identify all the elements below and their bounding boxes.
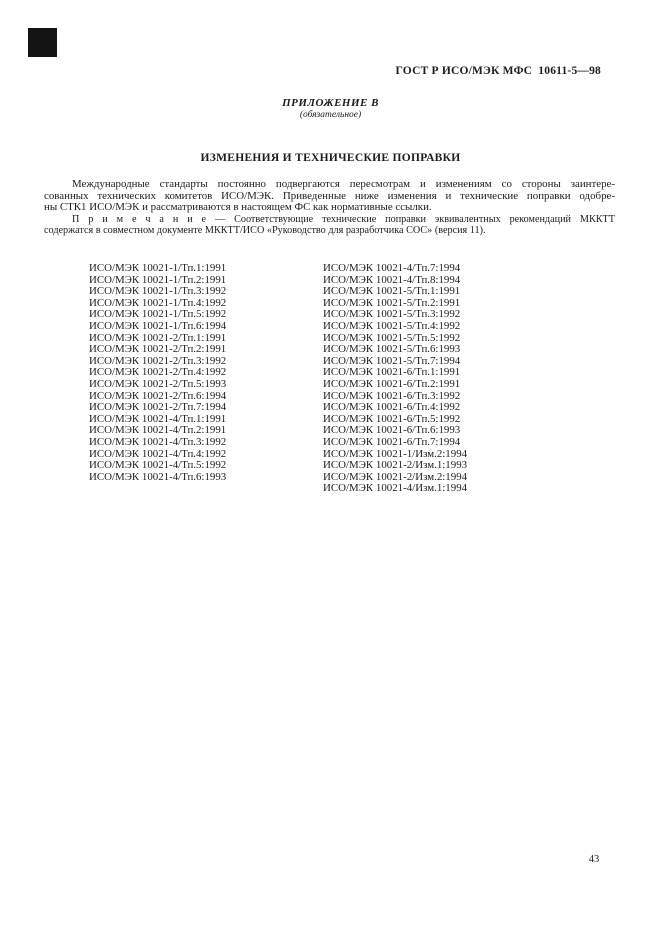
appendix-qualifier: (обязательное) [299, 110, 362, 120]
standard-list-item: ИСО/МЭК 10021-2/Тп.4:1992 [89, 366, 227, 379]
paragraph-line: сованных технических комитетов ИСО/МЭК. Приведенные ниже изменения и технические поправки одобре- [44, 189, 615, 202]
standard-list-item: ИСО/МЭК 10021-6/Тп.1:1991 [323, 366, 461, 379]
standard-list-item: ИСО/МЭК 10021-1/Тп.2:1991 [89, 273, 227, 286]
standard-list-item: ИСО/МЭК 10021-2/Изм.1:1993 [323, 459, 468, 472]
standard-list-item: ИСО/МЭК 10021-6/Тп.7:1994 [323, 435, 461, 448]
standard-list-item: ИСО/МЭК 10021-4/Тп.3:1992 [89, 435, 227, 448]
appendix-label: ПРИЛОЖЕНИЕ В [282, 97, 379, 109]
standard-list-item: ИСО/МЭК 10021-6/Тп.2:1991 [323, 377, 461, 390]
standard-list-item: ИСО/МЭК 10021-4/Тп.5:1992 [89, 459, 227, 472]
standard-list-item: ИСО/МЭК 10021-4/Изм.1:1994 [323, 482, 468, 495]
standard-list-item: ИСО/МЭК 10021-1/Тп.4:1992 [89, 296, 227, 309]
page-number: 43 [588, 854, 600, 865]
body-paragraph [44, 179, 615, 237]
standard-list-item: ИСО/МЭК 10021-5/Тп.4:1992 [323, 319, 461, 332]
standard-list-item: ИСО/МЭК 10021-4/Тп.7:1994 [323, 262, 461, 274]
standard-list-item: ИСО/МЭК 10021-5/Тп.3:1992 [323, 308, 461, 321]
standard-list-item: ИСО/МЭК 10021-2/Тп.2:1991 [89, 343, 227, 356]
standard-list-item: ИСО/МЭК 10021-4/Тп.8:1994 [323, 273, 461, 286]
section-title: ИЗМЕНЕНИЯ И ТЕХНИЧЕСКИЕ ПОПРАВКИ [200, 152, 461, 164]
standard-list-item: ИСО/МЭК 10021-5/Тп.1:1991 [323, 285, 461, 298]
paragraph-line: Международные стандарты постоянно подвергаются пересмотрам и изменениям со стороны заинтере- [72, 178, 615, 190]
standard-list-item: ИСО/МЭК 10021-4/Тп.4:1992 [89, 447, 227, 460]
standard-list-item: ИСО/МЭК 10021-2/Тп.1:1991 [89, 331, 227, 344]
standard-list-item: ИСО/МЭК 10021-4/Тп.6:1993 [89, 470, 227, 483]
standard-list-item: ИСО/МЭК 10021-1/Изм.2:1994 [323, 447, 468, 460]
standard-list-item: ИСО/МЭК 10021-5/Тп.6:1993 [323, 343, 461, 356]
standard-list-item: ИСО/МЭК 10021-6/Тп.4:1992 [323, 401, 461, 414]
paragraph-line: ны СТК1 ИСО/МЭК и рассматриваются в настоящем ФС как нормативные ссылки. [44, 201, 432, 213]
standard-list-item: ИСО/МЭК 10021-6/Тп.6:1993 [323, 424, 461, 437]
standards-list-right-column [323, 263, 467, 495]
paragraph-line: содержатся в совместном документе МККТТ/ИСО «Руководство для разработчика СОС» (версия 11). [44, 225, 486, 236]
standard-list-item: ИСО/МЭК 10021-5/Тп.2:1991 [323, 296, 461, 309]
standard-list-item: ИСО/МЭК 10021-6/Тп.3:1992 [323, 389, 461, 402]
standard-list-item: ИСО/МЭК 10021-2/Тп.6:1994 [89, 389, 227, 402]
standard-list-item: ИСО/МЭК 10021-2/Изм.2:1994 [323, 470, 468, 483]
standard-list-item: ИСО/МЭК 10021-1/Тп.5:1992 [89, 308, 227, 321]
standard-list-item: ИСО/МЭК 10021-1/Тп.1:1991 [89, 262, 227, 274]
standard-list-item: ИСО/МЭК 10021-5/Тп.7:1994 [323, 354, 461, 367]
standard-list-item: ИСО/МЭК 10021-2/Тп.5:1993 [89, 377, 227, 390]
paragraph-line: П р и м е ч а н и е — Соответствующие технические поправки эквивалентных рекомендаций МККТТ [72, 213, 615, 225]
standard-list-item: ИСО/МЭК 10021-2/Тп.3:1992 [89, 354, 227, 367]
standard-list-item: ИСО/МЭК 10021-4/Тп.2:1991 [89, 424, 227, 437]
standard-list-item: ИСО/МЭК 10021-1/Тп.3:1992 [89, 285, 227, 298]
scan-corner-mark [28, 28, 57, 57]
standards-list-left-column [89, 263, 226, 483]
document-standard-code: ГОСТ Р ИСО/МЭК МФС 10611-5—98 [395, 65, 601, 77]
standard-list-item: ИСО/МЭК 10021-4/Тп.1:1991 [89, 412, 227, 425]
standard-list-item: ИСО/МЭК 10021-5/Тп.5:1992 [323, 331, 461, 344]
standard-list-item: ИСО/МЭК 10021-2/Тп.7:1994 [89, 401, 227, 414]
standard-list-item: ИСО/МЭК 10021-6/Тп.5:1992 [323, 412, 461, 425]
standard-list-item: ИСО/МЭК 10021-1/Тп.6:1994 [89, 319, 227, 332]
